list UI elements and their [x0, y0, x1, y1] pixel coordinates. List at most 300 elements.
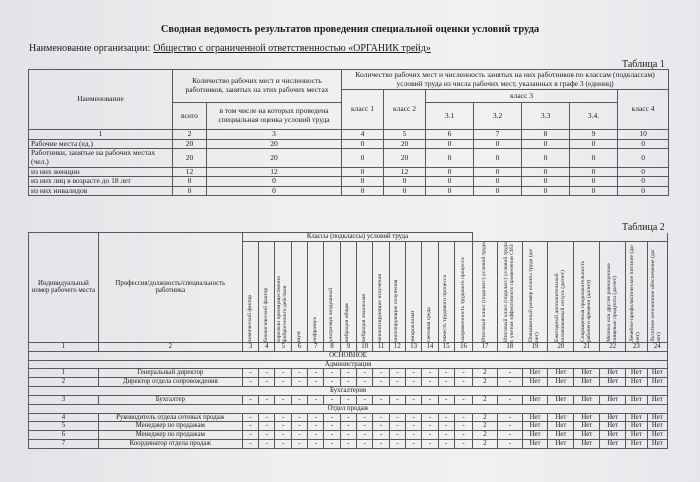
workplace-number: 2 [29, 378, 99, 387]
cell-value: - [438, 422, 454, 431]
cell-value: - [405, 413, 421, 422]
cell-value: 20 [207, 139, 342, 149]
t1-col-number: 6 [426, 130, 474, 140]
t2-col-number: 5 [275, 342, 291, 351]
t2-factor-header [275, 241, 291, 342]
cell-value: - [357, 369, 373, 378]
cell-value: 20 [384, 139, 426, 149]
cell-value: 0 [384, 186, 426, 196]
cell-value: Нет [600, 431, 626, 440]
t2-factor-header [259, 241, 275, 342]
cell-value: 0 [384, 177, 426, 187]
t1-col-number: 8 [522, 130, 570, 140]
cell-value: - [438, 369, 454, 378]
section-row [29, 404, 668, 413]
cell-value: - [422, 413, 438, 422]
table-row [29, 177, 669, 187]
t2-head-num: Индивидуальный номер рабочего места [29, 233, 99, 343]
section-row [29, 387, 668, 396]
row-name: Работники, занятые на рабочих местах (чел.) [29, 149, 173, 167]
cell-value: - [340, 395, 356, 404]
cell-value: - [324, 422, 340, 431]
t2-col-number: 3 [242, 342, 258, 351]
cell-value: - [324, 413, 340, 422]
t2-factor-header [242, 241, 258, 342]
workplace-number: 6 [29, 431, 99, 440]
cell-value: 0 [570, 177, 618, 187]
table-row [29, 369, 668, 378]
cell-value: 20 [384, 149, 426, 167]
t2-factor-label: Льготное пенсионное обеспечение (да/нет) [650, 249, 663, 342]
cell-value: 2 [473, 422, 498, 431]
t2-factor-header [454, 241, 472, 342]
cell-value: 0 [570, 149, 618, 167]
cell-value: - [389, 378, 405, 387]
t2-col-number: 14 [422, 342, 438, 351]
cell-value: Нет [574, 395, 600, 404]
t2-factor-header [357, 241, 373, 342]
cell-value: - [308, 439, 324, 448]
cell-value: - [357, 439, 373, 448]
cell-value: - [497, 422, 522, 431]
t1-col-number: 10 [618, 130, 669, 140]
cell-value: Нет [548, 369, 574, 378]
cell-value: 2 [473, 413, 498, 422]
cell-value: - [497, 439, 522, 448]
t1-number-row [29, 130, 669, 140]
cell-value: 12 [207, 167, 342, 177]
table1-caption: Таблица 1 [622, 59, 665, 70]
t2-col-number: 18 [497, 342, 522, 351]
t1-head-class31: 3.1 [426, 103, 474, 130]
cell-value: 2 [473, 378, 498, 387]
t2-col-number: 9 [340, 342, 356, 351]
t2-factor-header [308, 241, 324, 342]
section-row [29, 360, 668, 369]
cell-value: - [275, 422, 291, 431]
cell-value: - [405, 439, 421, 448]
cell-value: Нет [574, 439, 600, 448]
t2-body [29, 351, 668, 448]
t2-factor-label: вибрация локальная [360, 293, 367, 342]
t2-head-classes: Классы (подклассы) условий труда [242, 233, 472, 242]
cell-value: 0 [426, 167, 474, 177]
cell-value: 0 [474, 139, 522, 149]
t2-col-number: 13 [405, 342, 421, 351]
cell-value: Нет [522, 422, 548, 431]
cell-value: Нет [626, 439, 647, 448]
cell-value: - [357, 422, 373, 431]
table-row [29, 139, 669, 149]
table-row [29, 422, 668, 431]
organization-label: Наименование организации: [29, 43, 151, 54]
cell-value: 12 [384, 167, 426, 177]
cell-value: Нет [647, 431, 667, 440]
cell-value: - [340, 369, 356, 378]
cell-value: 0 [426, 139, 474, 149]
cell-value: - [242, 422, 258, 431]
cell-value: 0 [474, 186, 522, 196]
t2-col-number: 8 [324, 342, 340, 351]
workplace-table [28, 232, 668, 449]
cell-value: Нет [574, 413, 600, 422]
table-row [29, 413, 668, 422]
cell-value: 0 [426, 177, 474, 187]
cell-value: Нет [647, 422, 667, 431]
cell-value: 0 [618, 167, 669, 177]
cell-value: Нет [574, 378, 600, 387]
t2-factor-label: аэрозоли преимущественно фиброгенного действия [276, 275, 289, 342]
cell-value: Нет [647, 439, 667, 448]
cell-value: Нет [548, 439, 574, 448]
t2-factor-header [522, 241, 548, 342]
cell-value: Нет [548, 422, 574, 431]
cell-value: 0 [618, 177, 669, 187]
t2-col-number: 1 [29, 342, 99, 351]
cell-value: - [308, 413, 324, 422]
cell-value: - [259, 413, 275, 422]
t1-col-number: 9 [570, 130, 618, 140]
cell-value: - [291, 431, 307, 440]
cell-value: - [405, 431, 421, 440]
t2-col-number: 16 [454, 342, 472, 351]
cell-value: 0 [342, 186, 384, 196]
cell-value: Нет [574, 431, 600, 440]
t2-factor-header [600, 241, 626, 342]
cell-value: - [259, 395, 275, 404]
t2-factor-header [574, 241, 600, 342]
cell-value: Нет [600, 395, 626, 404]
cell-value: 0 [522, 177, 570, 187]
cell-value: - [389, 413, 405, 422]
cell-value: Нет [626, 422, 647, 431]
cell-value: - [324, 439, 340, 448]
cell-value: 20 [173, 139, 207, 149]
t2-factor-header [647, 241, 667, 342]
cell-value: 20 [173, 149, 207, 167]
cell-value: - [324, 369, 340, 378]
cell-value: - [389, 431, 405, 440]
document-title: Сводная ведомость результатов проведения специальной оценки условий труда [160, 24, 540, 35]
cell-value: - [308, 378, 324, 387]
cell-value: - [373, 369, 389, 378]
cell-value: 0 [474, 177, 522, 187]
cell-value: Нет [548, 395, 574, 404]
cell-value: - [497, 413, 522, 422]
cell-value: 0 [474, 149, 522, 167]
cell-value: - [438, 378, 454, 387]
cell-value: 0 [173, 186, 207, 196]
cell-value: - [275, 378, 291, 387]
cell-value: 0 [474, 167, 522, 177]
cell-value: - [242, 378, 258, 387]
t2-factor-header [373, 241, 389, 342]
section-name: Администрация [29, 360, 668, 369]
cell-value: - [340, 439, 356, 448]
cell-value: 0 [570, 167, 618, 177]
table-row [29, 149, 669, 167]
cell-value: - [291, 439, 307, 448]
t1-head-class34: 3.4. [570, 103, 618, 130]
t2-col-number: 12 [389, 342, 405, 351]
profession-name: Координатор отдела продаж [98, 439, 242, 448]
t2-col-number: 19 [522, 342, 548, 351]
t1-head-qty: Количество рабочих мест и численность работников, занятых на этих рабочих местах [173, 70, 342, 103]
t2-factor-header [324, 241, 340, 342]
cell-value: Нет [522, 378, 548, 387]
t1-head-name: Наименование [29, 70, 173, 130]
section-row [29, 351, 668, 360]
cell-value: Нет [548, 431, 574, 440]
cell-value: 0 [342, 167, 384, 177]
cell-value: - [454, 413, 472, 422]
cell-value: - [438, 439, 454, 448]
cell-value: - [275, 431, 291, 440]
cell-value: Нет [548, 378, 574, 387]
profession-name: Руководитель отдела сетевых продаж [98, 413, 242, 422]
cell-value: 0 [618, 139, 669, 149]
t1-head-class33: 3.3 [522, 103, 570, 130]
cell-value: 0 [618, 186, 669, 196]
profession-name: Менеджер по продажам [98, 431, 242, 440]
t1-col-number: 4 [342, 130, 384, 140]
table-row [29, 167, 669, 177]
cell-value: - [389, 395, 405, 404]
cell-value: Нет [647, 378, 667, 387]
workplace-number: 3 [29, 395, 99, 404]
cell-value: - [357, 413, 373, 422]
cell-value: - [259, 378, 275, 387]
t2-factor-label: напряженность трудового процесса [459, 257, 466, 342]
t1-head-class4: класс 4 [618, 90, 669, 130]
cell-value: - [340, 422, 356, 431]
workplace-number: 7 [29, 439, 99, 448]
cell-value: - [405, 422, 421, 431]
row-name: из них инвалидов [29, 186, 173, 196]
t2-factor-label: химический фактор [246, 294, 253, 342]
cell-value: 0 [618, 149, 669, 167]
t2-factor-header [548, 241, 574, 342]
t1-head-class1: класс 1 [342, 90, 384, 130]
t1-col-number: 2 [173, 130, 207, 140]
cell-value: - [422, 378, 438, 387]
cell-value: Нет [574, 422, 600, 431]
cell-value: Нет [647, 395, 667, 404]
organization-line [29, 43, 431, 54]
cell-value: 0 [522, 149, 570, 167]
profession-name: Менеджер по продажам [98, 422, 242, 431]
t2-factor-label: ионизирующие излучения [393, 279, 400, 342]
t2-factor-header [626, 241, 647, 342]
cell-value: - [340, 378, 356, 387]
cell-value: - [242, 431, 258, 440]
cell-value: Нет [647, 369, 667, 378]
cell-value: - [405, 395, 421, 404]
t2-factor-label: неионизирующие излучения [377, 273, 384, 342]
cell-value: - [422, 369, 438, 378]
t2-col-number: 10 [357, 342, 373, 351]
cell-value: - [373, 439, 389, 448]
t2-col-number: 23 [626, 342, 647, 351]
cell-value: - [422, 395, 438, 404]
t2-col-number: 11 [373, 342, 389, 351]
cell-value: Нет [600, 439, 626, 448]
cell-value: 0 [207, 186, 342, 196]
cell-value: - [275, 369, 291, 378]
table2-caption: Таблица 2 [622, 222, 665, 233]
cell-value: - [275, 439, 291, 448]
cell-value: Нет [522, 395, 548, 404]
cell-value: - [373, 413, 389, 422]
cell-value: - [242, 369, 258, 378]
cell-value: Нет [626, 369, 647, 378]
cell-value: Нет [574, 369, 600, 378]
t2-head-prof: Профессия/должность/специальность работника [98, 233, 242, 343]
workplace-number: 5 [29, 422, 99, 431]
cell-value: - [497, 369, 522, 378]
t2-factor-label: Итоговый класс (подкласс) условий труда с учетом эффективного применения СИЗ [502, 242, 515, 342]
cell-value: 0 [342, 149, 384, 167]
cell-value: 0 [570, 186, 618, 196]
cell-value: - [357, 431, 373, 440]
table-row [29, 395, 668, 404]
cell-value: Нет [647, 413, 667, 422]
t2-col-number: 7 [308, 342, 324, 351]
cell-value: 0 [522, 139, 570, 149]
cell-value: Нет [626, 413, 647, 422]
cell-value: - [308, 422, 324, 431]
cell-value: - [497, 431, 522, 440]
t1-body [29, 139, 669, 196]
cell-value: 0 [570, 139, 618, 149]
cell-value: - [373, 422, 389, 431]
cell-value: - [291, 369, 307, 378]
cell-value: - [259, 431, 275, 440]
cell-value: - [454, 422, 472, 431]
table-row [29, 439, 668, 448]
cell-value: - [389, 369, 405, 378]
workplace-number: 4 [29, 413, 99, 422]
cell-value: Нет [548, 413, 574, 422]
cell-value: - [373, 395, 389, 404]
t2-col-number: 22 [600, 342, 626, 351]
cell-value: - [454, 378, 472, 387]
t1-head-total: всего [173, 103, 207, 130]
cell-value: - [308, 431, 324, 440]
cell-value: - [242, 439, 258, 448]
t2-factor-label: биологический фактор [262, 287, 269, 342]
cell-value: - [308, 395, 324, 404]
cell-value: - [389, 422, 405, 431]
cell-value: - [308, 369, 324, 378]
cell-value: Нет [522, 413, 548, 422]
cell-value: - [454, 431, 472, 440]
row-name: Рабочие места (ед.) [29, 139, 173, 149]
cell-value: - [259, 422, 275, 431]
cell-value: - [259, 369, 275, 378]
t2-factor-label: Повышенный размер оплаты труда (да/нет) [528, 248, 541, 342]
cell-value: Нет [600, 369, 626, 378]
t2-factor-label: инфразвук [311, 316, 318, 342]
t2-factor-label: Итоговый класс (подкласс) условий труда [481, 242, 488, 342]
cell-value: Нет [626, 378, 647, 387]
cell-value: Нет [600, 413, 626, 422]
t2-col-number: 6 [291, 342, 307, 351]
t2-factor-header [340, 241, 356, 342]
t2-col-number: 21 [574, 342, 600, 351]
t1-col-number: 7 [474, 130, 522, 140]
t2-factor-header [438, 241, 454, 342]
cell-value: - [422, 439, 438, 448]
cell-value: - [324, 395, 340, 404]
t1-col-number: 5 [384, 130, 426, 140]
cell-value: - [242, 413, 258, 422]
cell-value: - [324, 378, 340, 387]
t1-head-incl: в том числе на которых проведена специальная оценка условий труда [207, 103, 342, 130]
t2-factor-header [473, 241, 498, 342]
t2-factor-label: Ежегодный дополнительный оплачиваемый отпуск (да/нет) [554, 269, 566, 342]
t2-factor-header [405, 241, 421, 342]
summary-table [28, 69, 669, 196]
profession-name: Директор отдела сопровождения [98, 378, 242, 387]
t2-col-number: 15 [438, 342, 454, 351]
cell-value: Нет [522, 431, 548, 440]
cell-value: Нет [626, 431, 647, 440]
row-name: из них лиц в возрасте до 18 лет [29, 177, 173, 187]
t1-head-class2: класс 2 [384, 90, 426, 130]
t2-factor-label: Лечебно-профилактическое питание (да/нет) [629, 244, 642, 342]
t2-factor-label: шум [295, 331, 302, 342]
t2-factor-label: вибрация общая [344, 303, 351, 342]
cell-value: 12 [173, 167, 207, 177]
cell-value: - [438, 395, 454, 404]
cell-value: - [422, 422, 438, 431]
cell-value: 2 [473, 395, 498, 404]
cell-value: Нет [626, 395, 647, 404]
cell-value: - [438, 413, 454, 422]
t2-col-number: 4 [259, 342, 275, 351]
cell-value: - [275, 395, 291, 404]
t2-col-number: 20 [548, 342, 574, 351]
table-row [29, 431, 668, 440]
cell-value: - [357, 395, 373, 404]
cell-value: 2 [473, 369, 498, 378]
cell-value: 20 [207, 149, 342, 167]
t2-factor-label: ультразвук воздушный [328, 287, 335, 342]
t2-factor-label: микроклимат [409, 310, 416, 342]
t2-factor-header [291, 241, 307, 342]
t2-number-row [29, 342, 668, 351]
table-row [29, 186, 669, 196]
t1-head-classes: Количество рабочих мест и численность занятых на них работников по классам (подклассам) условий труда из числа рабочих мест, указанных в графе 3 (единиц) [342, 70, 669, 90]
cell-value: - [242, 395, 258, 404]
cell-value: 0 [342, 177, 384, 187]
row-name: из них женщин [29, 167, 173, 177]
section-basic: ОСНОВНОЕ [29, 351, 668, 360]
cell-value: - [497, 395, 522, 404]
t2-col-number: 2 [98, 342, 242, 351]
cell-value: - [340, 413, 356, 422]
t2-factor-label: Сокращенная продолжительность рабочего времени (да/нет) [579, 260, 592, 342]
cell-value: - [497, 378, 522, 387]
t1-col-number: 1 [29, 130, 173, 140]
cell-value: - [454, 369, 472, 378]
cell-value: - [389, 439, 405, 448]
cell-value: 0 [342, 139, 384, 149]
organization-name: Общество с ограниченной ответственностью «ОРГАНИК трейд» [153, 43, 431, 54]
cell-value: 0 [207, 177, 342, 187]
cell-value: - [291, 413, 307, 422]
